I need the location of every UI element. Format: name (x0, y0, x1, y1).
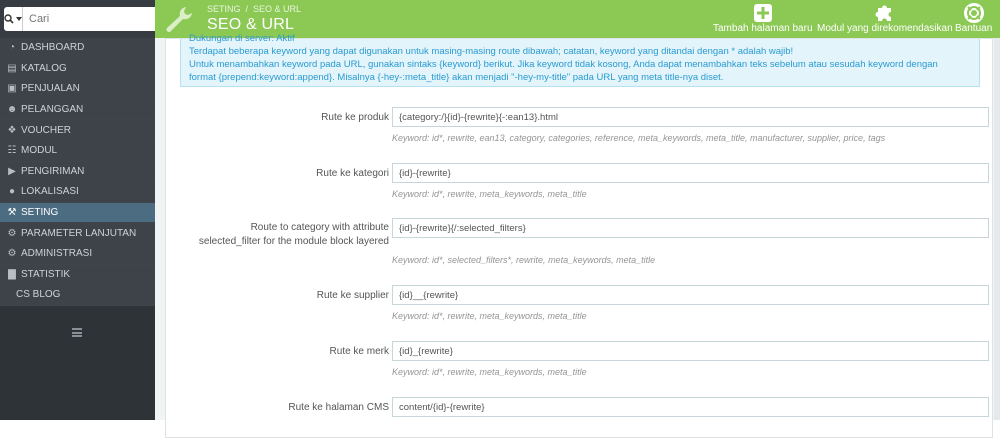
stats-icon: ▇ (8, 268, 16, 280)
globe-icon: ● (8, 186, 16, 198)
route-manufacturer-input[interactable] (392, 341, 989, 361)
search-scope-dropdown[interactable] (4, 7, 23, 31)
search-icon (4, 14, 14, 24)
sidebar-item-label: PENGIRIMAN (21, 165, 85, 177)
catalog-icon: ▤ (7, 62, 17, 74)
route-label: Rute ke kategori (316, 168, 389, 179)
dashboard-icon: ◔ (8, 42, 16, 54)
sidebar-item-localization[interactable] (0, 182, 155, 203)
add-new-page-button[interactable] (713, 3, 813, 34)
search-input[interactable] (23, 7, 171, 31)
modules-icon: ☷ (7, 145, 17, 157)
customers-icon: ☻ (6, 104, 18, 116)
sidebar-item-modules[interactable] (0, 141, 155, 162)
search-box (4, 7, 151, 31)
route-help: Keyword: id*, rewrite, meta_keywords, meta_title (392, 189, 587, 199)
chevron-down-icon (16, 17, 22, 21)
sidebar-item-cs-blog[interactable] (0, 285, 155, 306)
sidebar-item-voucher[interactable] (0, 120, 155, 141)
plus-square-icon (753, 3, 773, 23)
sidebar-item-dashboard[interactable] (0, 38, 155, 59)
sales-icon: ▣ (7, 83, 17, 95)
admin-icon: ⚙ (7, 248, 17, 260)
sidebar-item-sales[interactable] (0, 79, 155, 100)
route-label-line: selected_filter for the module block layered (198, 236, 389, 247)
sidebar-item-label: VOUCHER (21, 124, 72, 136)
info-alert (180, 33, 980, 87)
voucher-icon: ❖ (7, 124, 17, 136)
alert-line: Terdapat beberapa keyword yang dapat digunakan untuk masing-masing route dibawah; catatan, keyword yang ditandai dengan * adalah wajib! (189, 46, 794, 57)
route-help: Keyword: id*, selected_filters*, rewrite, meta_keywords, meta_title (392, 255, 656, 265)
alert-line: format {prepend:keyword:append}. Misalnya {-hey-:meta_title} akan menjadi "-hey-my-title" pada URL yang meta title-nya diset. (189, 72, 724, 83)
breadcrumb: SETING / SEO & URL (207, 4, 302, 14)
puzzle-icon (875, 3, 895, 23)
route-label: Rute ke halaman CMS (288, 402, 389, 413)
sidebar-item-label: DASHBOARD (21, 42, 85, 54)
button-label: Modul yang direkomendasikan (817, 23, 953, 34)
sidebar-item-label: LOKALISASI (21, 186, 79, 198)
main-content (155, 33, 1000, 420)
sidebar-item-advanced-parameters[interactable] (0, 223, 155, 244)
page-scrollbar[interactable] (994, 38, 1000, 420)
sidebar-item-label: KATALOG (21, 62, 67, 74)
sidebar-item-stats[interactable] (0, 265, 155, 286)
route-label: Rute ke produk (321, 112, 389, 123)
route-help: Keyword: id*, rewrite, meta_keywords, meta_title (392, 311, 587, 321)
cogs-icon: ⚙ (7, 227, 17, 239)
help-button[interactable] (955, 3, 992, 34)
route-category-input[interactable] (392, 163, 989, 183)
sidebar-item-label: PENJUALAN (21, 83, 80, 95)
wrench-icon: ⚒ (7, 207, 17, 219)
sidebar-item-customers[interactable] (0, 100, 155, 121)
route-label (199, 221, 389, 249)
route-label: Rute ke merk (329, 346, 389, 357)
sidebar-item-administration[interactable] (0, 244, 155, 265)
sidebar-item-settings[interactable] (0, 203, 155, 224)
button-label: Tambah halaman baru (713, 23, 813, 34)
sidebar-item-label: CS BLOG (16, 289, 61, 301)
sidebar-item-shipping[interactable] (0, 162, 155, 183)
seo-urls-panel (165, 33, 993, 438)
button-label: Bantuan (955, 23, 993, 34)
route-supplier-input[interactable] (392, 285, 989, 305)
alert-line: Dukungan di server: Aktif (189, 33, 295, 44)
route-cms-input[interactable] (392, 397, 989, 417)
sidebar-item-label: ADMINISTRASI (21, 248, 93, 260)
shipping-icon: ▶ (8, 165, 16, 177)
sidebar-item-label: PARAMETER LANJUTAN (21, 227, 137, 239)
breadcrumb-item[interactable]: SETING (207, 4, 241, 14)
sidebar (0, 0, 155, 420)
route-label-line: Route to category with attribute (250, 222, 389, 233)
route-layered-category-input[interactable] (392, 218, 989, 238)
page-title: SEO & URL (207, 16, 295, 33)
route-help: Keyword: id*, rewrite, ean13, category, categories, reference, meta_keywords, meta_title, manufacturer, supplier, price, tags (392, 133, 886, 143)
route-help: Keyword: id*, rewrite, meta_keywords, meta_title (392, 367, 587, 377)
sidebar-item-catalog[interactable] (0, 59, 155, 80)
route-product-input[interactable] (392, 107, 989, 127)
search-bar (0, 0, 155, 38)
wrench-icon (161, 4, 197, 34)
collapse-menu-icon[interactable] (72, 328, 82, 337)
sidebar-item-label: MODUL (21, 145, 58, 157)
recommended-modules-button[interactable] (817, 3, 953, 34)
route-label: Rute ke supplier (316, 290, 389, 301)
sidebar-item-label: STATISTIK (21, 268, 71, 280)
breadcrumb-item[interactable]: SEO & URL (253, 4, 302, 14)
sidebar-item-label: SETING (21, 207, 59, 219)
alert-line: Untuk menambahkan keyword pada URL, gunakan sintaks {keyword} berikut. Jika keyword tidak kosong, Anda dapat menambahkan teks sebelum atau sesudah keyword dengan (189, 59, 938, 70)
sidebar-item-label: PELANGGAN (21, 104, 84, 116)
lifebuoy-icon (964, 3, 984, 23)
